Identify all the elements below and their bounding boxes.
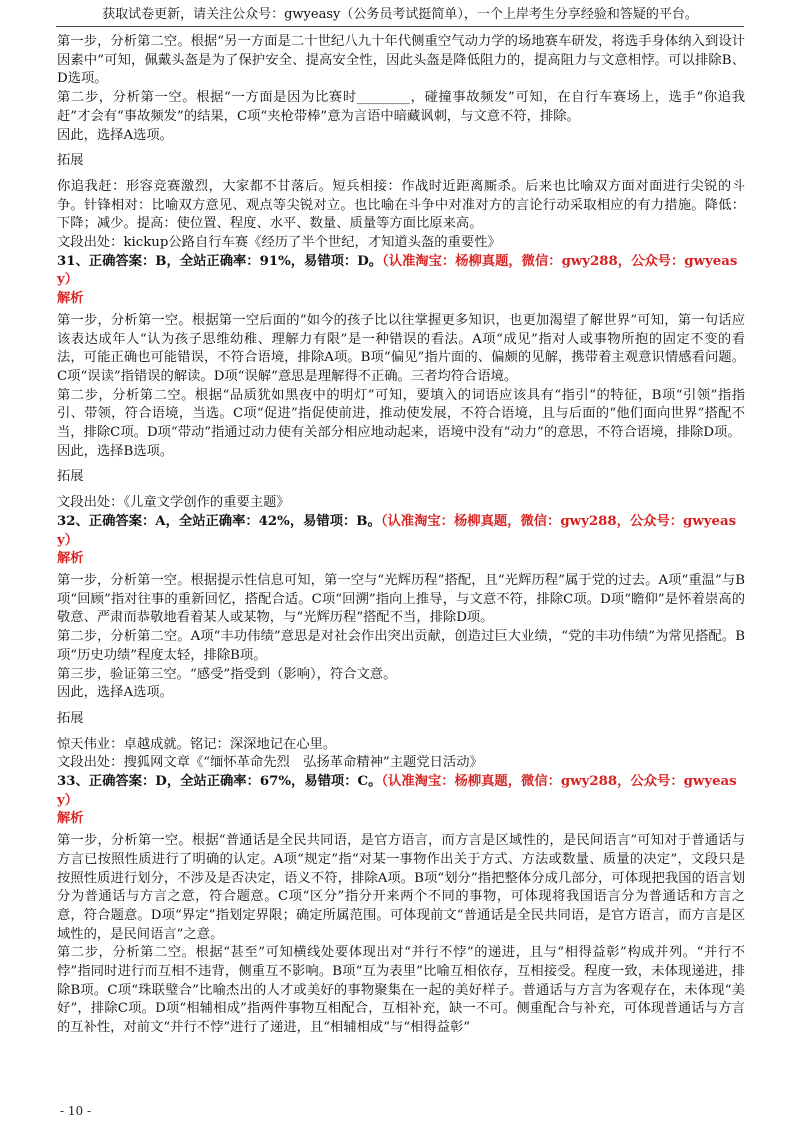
paragraph: 第一步，分析第一空。根据提示性信息可知，第一空与“光辉历程”搭配，且“光辉历程”属于党的过去。A项“重温”与B项“回顾”指对往事的重新回忆，搭配合适。C项“回溯”指向上推导，与文意不符，排除C项。D项“瞻仰”是怀着崇高的敬意、严肃而恭敬地看着某人或某物，与“光辉历程”搭配不当，排除D项。 [57,572,745,626]
section-heading-extension: 拓展 [57,469,84,485]
paragraph: 因此，选择A选项。 [57,685,173,701]
paragraph: 第二步，分析第二空。根据“甚至”可知横线处要体现出对“并行不悖”的递进，且与“相得益彰”构成并列。“并行不悖”指同时进行而互相不违背，侧重互不影响。B项“互为表里”比喻互相依存，互相接受。程度一致，未体现递进，排除B项。C项“珠联璧合”比喻杰出的人才或美好的事物聚集在一起的美好样子。普通话与方言为客观存在，未体现“美好”，排除C项。D项“相辅相成”指两件事物互相配合，互相补充，缺一不可。侧重配合与补充，可体现普通话与方言的互补性，对前文“并行不悖”进行了递进，且“相辅相成”与“相得益彰” [57,945,745,1036]
paragraph: 第一步，分析第二空。根据“另一方面是二十世纪八九十年代侧重空气动力学的场地赛车研发，将选手身体纳入到设计因素中”可知，佩戴头盔是为了保护安全、提高安全性，因此头盔是降低阻力的，提高阻力与文意相悖。可以排除B、D选项。 [57,34,745,87]
spacer [57,487,745,494]
spacer [57,145,745,152]
paragraph: 文段出处：kickup公路自行车赛《经历了半个世纪，才知道头盔的重要性》 [57,235,501,251]
paragraph: 第一步，分析第一空。根据第一空后面的“如今的孩子比以往掌握更多知识，也更加渴望了解世界”可知，第一句话应该表达成年人“认为孩子思维幼稚、理解力有限”是一种错误的看法。A项“成见”指对人或事物所抱的固定不变的看法，可能正确也可能错误，不符合语境，排除A项。B项“偏见”指片面的、偏颇的见解，携带着主观意识情感看问题。C项“误读”指错误的解读。D项“误解”意思是理解得不正确。三者均符合语境。 [57,312,745,384]
section-heading-extension: 拓展 [57,710,84,726]
paragraph: 第二步，分析第二空。A项“丰功伟绩”意思是对社会作出突出贡献，创造过巨大业绩，“党的丰功伟绩”为常见搭配。B项“历史功绩”程度太轻，排除B项。 [57,629,745,663]
answer-line [57,513,745,550]
paragraph: 第二步，分析第二空。根据“品质犹如黑夜中的明灯”可知，要填入的词语应该具有“指引”的特征，B项“引领”指指引、带领，符合语境，当选。C项“促进”指促使前进，推动使发展，不符合语境，且与后面的“他们面向世界”搭配不当，排除C项。D项“带动”指通过动力使有关部分相应地动起来，语境中没有“动力”的意思，不符合语境，排除D项。 [57,387,745,441]
page-content [57,33,745,1038]
paragraph: 因此，选择A选项。 [57,127,173,143]
answer-line [57,773,745,810]
promo-note: （认准淘宝：杨柳真题，微信：gwy288，公众号：gwyeasy） [57,774,737,808]
header-rule [56,26,744,27]
answer-text: 31、正确答案：B，全站正确率：91%，易错项：D。 [57,253,383,269]
spacer [57,729,745,736]
answer-text: 33、正确答案：D，全站正确率：67%，易错项：C。 [57,774,382,790]
promo-note: （认准淘宝：杨柳真题，微信：gwy288，公众号：gwyeasy） [57,513,737,548]
page-header: 获取试卷更新，请关注公众号：gwyeasy（公务员考试挺简单），一个上岸考生分享经验和答疑的平台。 [102,7,698,22]
section-heading-analysis: 解析 [57,551,84,567]
section-heading-analysis: 解析 [57,291,84,307]
page-number: - 10 - [60,1104,92,1118]
spacer [57,703,745,710]
paragraph: 文段出处：《儿童文学创作的重要主题》 [57,495,290,511]
paragraph: 第二步，分析第一空。根据“一方面是因为比赛时________，碰撞事故频发”可知，在自行车赛场上，选手“你追我赶”才会有“事故频发”的结果，C项“夹枪带棒”意为言语中暗藏讽刺，与文意不符，排除。 [57,90,745,124]
spacer [57,461,745,468]
paragraph: 你追我赶：形容竞赛激烈，大家都不甘落后。短兵相接：作战时近距离厮杀。后来也比喻双方面对面进行尖锐的斗争。针锋相对：比喻双方意见、观点等尖锐对立。也比喻在斗争中对准对方的言论行动采取相应的有力措施。降低：下降；减少。提高：使位置、程度、水平、数量、质量等方面比原来高。 [57,178,745,232]
paragraph: 第一步，分析第一空。根据“普通话是全民共同语，是官方语言，而方言是区域性的，是民间语言”可知对于普通话与方言已按照性质进行了明确的认定。A项“规定”指“对某一事物作出关于方式、方法或数量、质量的决定”，文段只是按照性质进行划分，不涉及是否决定，语义不符，排除A项。B项“划分”指把整体分成几部分，可体现把我国的语言划分为普通话与方言之意，符合题意。C项“区分”指分开来两个不同的事物，可体现将我国语言分为普通话和方言之意，符合题意。D项“界定”指划定界限；确定所属范围。可体现前文“普通话是全民共同语，是官方语言，而方言是区域性的，是民间语言”之意。 [57,833,745,942]
spacer [57,171,745,178]
answer-text: 32、正确答案：A，全站正确率：42%，易错项：B。 [57,513,381,529]
paragraph: 第三步，验证第三空。“感受”指受到（影响），符合文意。 [57,666,397,682]
paragraph: 因此，选择B选项。 [57,443,174,459]
section-heading-analysis: 解析 [57,811,84,827]
paragraph: 惊天伟业：卓越成就。铭记：深深地记在心里。 [57,736,337,752]
section-heading-extension: 拓展 [57,153,84,169]
paragraph: 文段出处：搜狐网文章《“缅怀革命先烈 弘扬革命精神”主题党日活动》 [57,755,483,771]
answer-line [57,253,745,290]
promo-note: （认准淘宝：杨柳真题，微信：gwy288，公众号：gwyeasy） [57,253,738,288]
